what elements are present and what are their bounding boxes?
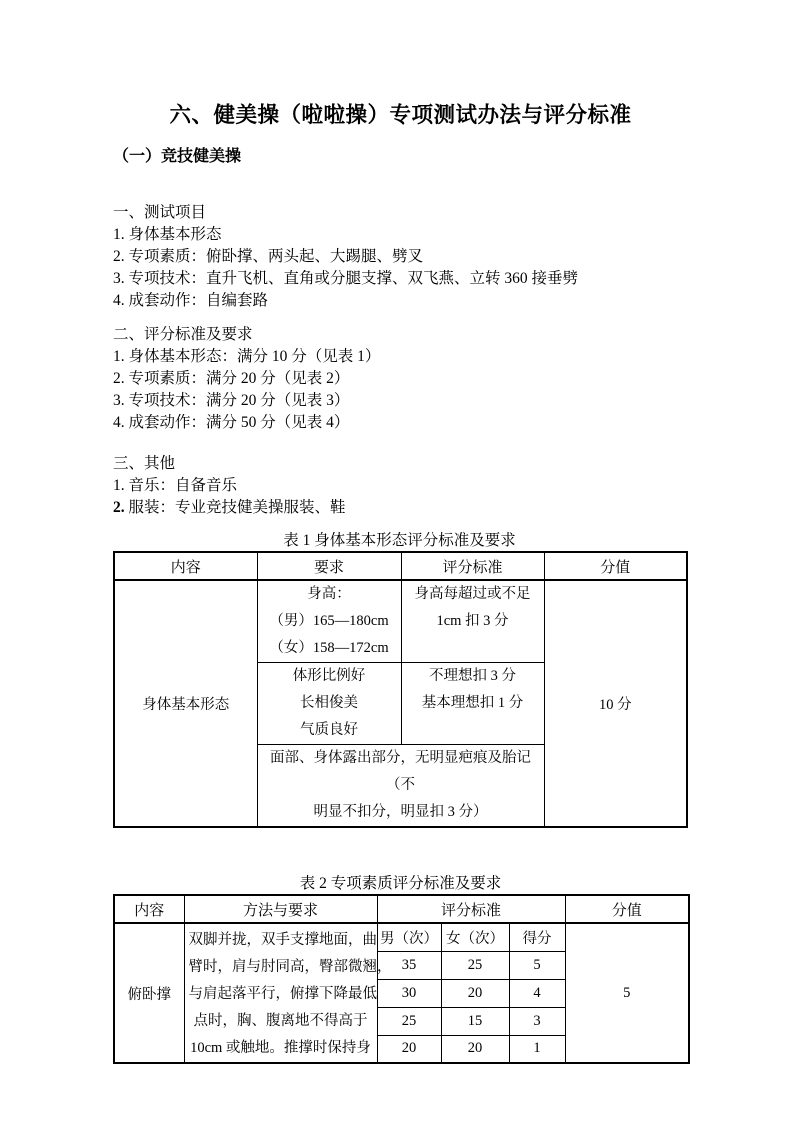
table2-method-cell: 双脚并拢，双手支撑地面，曲 臂时，肩与肘同高，臀部微翘， 与肩起落平行，俯撑下降最低 点时，胸、腹离地不得高于 10cm 或触地。推撑时保持身 <box>184 923 377 1063</box>
table1-header-row <box>114 552 687 580</box>
section-test-items <box>113 202 688 312</box>
section-scoring <box>113 324 688 434</box>
male-reps: 20 <box>377 1035 441 1063</box>
table2-content-cell: 俯卧撑 <box>114 923 184 1063</box>
list-item <box>113 497 688 519</box>
table1-height-standard: 身高每超过或不足 1cm 扣 3 分 <box>401 580 544 663</box>
table1-score-cell: 10 分 <box>544 580 687 827</box>
list-item: 2. 专项素质：满分 20 分（见表 2） <box>113 370 350 387</box>
list-item: 4. 成套动作：自编套路 <box>113 292 269 309</box>
table1-content-cell: 身体基本形态 <box>114 580 257 827</box>
table2-subheader-row <box>114 923 689 951</box>
list-item: 1. 音乐：自备音乐 <box>113 477 238 494</box>
table2-header-method: 方法与要求 <box>184 895 377 923</box>
table2-subheader-female: 女（次） <box>441 923 509 951</box>
table2-subheader-male: 男（次） <box>377 923 441 951</box>
table1-header-score: 分值 <box>544 552 687 580</box>
female-reps: 25 <box>441 951 509 979</box>
table2-caption: 表 2 专项素质评分标准及要求 <box>299 875 502 892</box>
section-heading: 二、评分标准及要求 <box>113 326 253 343</box>
section-heading: 一、测试项目 <box>113 204 207 221</box>
male-reps: 30 <box>377 979 441 1007</box>
list-item: 3. 专项技术：满分 20 分（见表 3） <box>113 392 350 409</box>
table1-figure-requirement: 体形比例好 长相俊美 气质良好 <box>257 663 401 745</box>
list-item: 2. 专项素质：俯卧撑、两头起、大踢腿、劈叉 <box>113 248 424 265</box>
document-subtitle: （一）竞技健美操 <box>113 148 242 165</box>
female-reps: 15 <box>441 1007 509 1035</box>
table1-figure-standard: 不理想扣 3 分 基本理想扣 1 分 <box>401 663 544 745</box>
list-item: 3. 专项技术：直升飞机、直角或分腿支撑、双飞燕、立转 360 接垂劈 <box>113 270 579 287</box>
table1-row-height <box>114 580 687 663</box>
list-item-text: 服装：专业竞技健美操服装、鞋 <box>124 499 346 516</box>
table2-header-standard: 评分标准 <box>377 895 565 923</box>
list-item: 4. 成套动作：满分 50 分（见表 4） <box>113 414 350 431</box>
table2-special-quality-scoring <box>113 894 690 1064</box>
table1-body-form-scoring <box>113 551 688 828</box>
table1-skin-merged-cell: 面部、身体露出部分，无明显疤痕及胎记（不 明显不扣分，明显扣 3 分） <box>257 745 544 828</box>
points: 3 <box>509 1007 565 1035</box>
table1-header-content: 内容 <box>114 552 257 580</box>
list-item: 1. 身体基本形态：满分 10 分（见表 1） <box>113 348 381 365</box>
document-title: 六、健美操（啦啦操）专项测试办法与评分标准 <box>169 103 632 127</box>
table1-header-requirement: 要求 <box>257 552 401 580</box>
list-item-number: 2. <box>113 499 125 516</box>
table1-caption: 表 1 身体基本形态评分标准及要求 <box>283 532 516 549</box>
table1-height-requirement: 身高： （男）165—180cm （女）158—172cm <box>257 580 401 663</box>
table2-header-score: 分值 <box>565 895 689 923</box>
female-reps: 20 <box>441 979 509 1007</box>
female-reps: 20 <box>441 1035 509 1063</box>
table2-score-cell: 5 <box>565 923 689 1063</box>
list-item: 1. 身体基本形态 <box>113 226 222 243</box>
table2-subheader-points: 得分 <box>509 923 565 951</box>
table2-header-content: 内容 <box>114 895 184 923</box>
table2-header-row <box>114 895 689 923</box>
male-reps: 35 <box>377 951 441 979</box>
section-other <box>113 453 688 519</box>
table1-header-standard: 评分标准 <box>401 552 544 580</box>
points: 4 <box>509 979 565 1007</box>
points: 5 <box>509 951 565 979</box>
male-reps: 25 <box>377 1007 441 1035</box>
points: 1 <box>509 1035 565 1063</box>
section-heading: 三、其他 <box>113 455 176 472</box>
